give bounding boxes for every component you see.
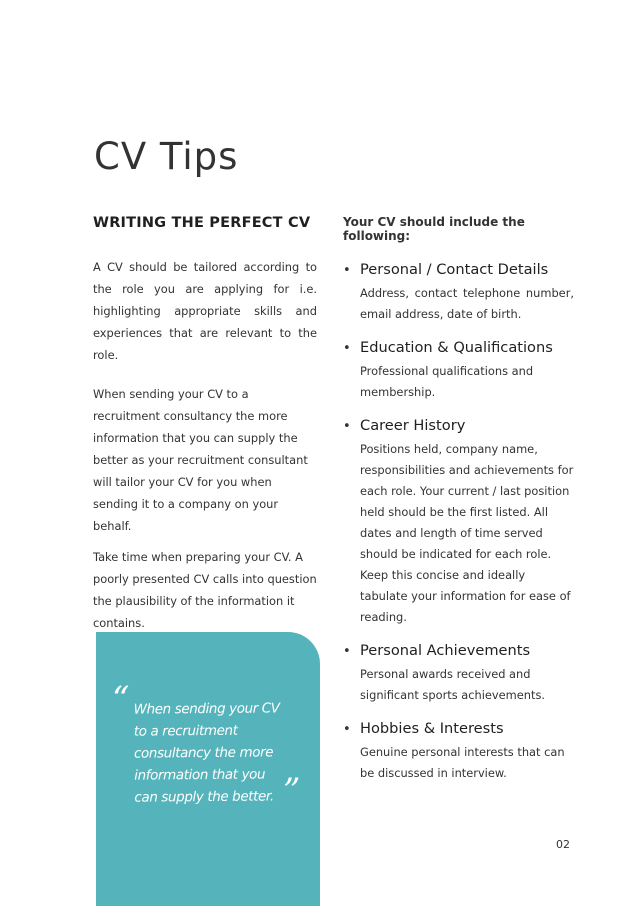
item-body: Address, contact telephone number, email address, date of birth. xyxy=(360,286,574,321)
bullet-icon: • xyxy=(343,419,351,434)
list-item xyxy=(343,339,574,403)
item-title: Personal Achievements xyxy=(360,642,531,659)
item-body: Personal awards received and significant sports achievements. xyxy=(360,667,546,702)
pull-quote-panel xyxy=(96,632,320,906)
pull-quote-text: When sending your CV to a recruitment consultancy the more information that you can supply the better. xyxy=(133,700,280,806)
paragraph-recruitment: When sending your CV to a recruitment consultancy the more information that you can supply the better as your recruitment consultant will tailor your CV for you when sending it to a company on your behalf. xyxy=(93,387,308,533)
item-body: Genuine personal interests that can be discussed in interview. xyxy=(360,745,565,780)
list-item xyxy=(343,642,574,706)
open-quote-icon: “ xyxy=(112,679,130,719)
bullet-icon: • xyxy=(343,644,351,659)
bullet-icon: • xyxy=(343,341,351,356)
include-intro: Your CV should include the following: xyxy=(343,215,525,243)
item-title: Education & Qualifications xyxy=(360,339,553,356)
section-heading: WRITING THE PERFECT CV xyxy=(93,215,311,231)
item-title: Personal / Contact Details xyxy=(360,261,549,278)
item-body: Positions held, company name, responsibilities and achievements for each role. Your current / last position held should be the first listed. All dates and length of time served should be indicated for each role. Keep this concise and ideally tabulate your information for ease of reading. xyxy=(360,442,574,624)
close-quote-icon: ” xyxy=(283,771,301,811)
bullet-icon: • xyxy=(343,263,351,278)
paragraph-tailor: A CV should be tailored according to the role you are applying for i.e. highlighting appropriate skills and experiences that are relevant to the role. xyxy=(93,260,317,362)
item-title: Career History xyxy=(360,417,466,434)
page-number: 02 xyxy=(556,838,570,851)
list-item xyxy=(343,417,574,628)
paragraph-preparation: Take time when preparing your CV. A poorly presented CV calls into question the plausibility of the information it contains. xyxy=(93,550,317,630)
bullet-icon: • xyxy=(343,722,351,737)
right-column xyxy=(343,215,574,798)
item-body: Professional qualifications and membership. xyxy=(360,364,534,399)
left-column xyxy=(93,215,317,643)
list-item xyxy=(343,261,574,325)
item-title: Hobbies & Interests xyxy=(360,720,504,737)
list-item xyxy=(343,720,574,784)
page-title: CV Tips xyxy=(94,135,239,178)
